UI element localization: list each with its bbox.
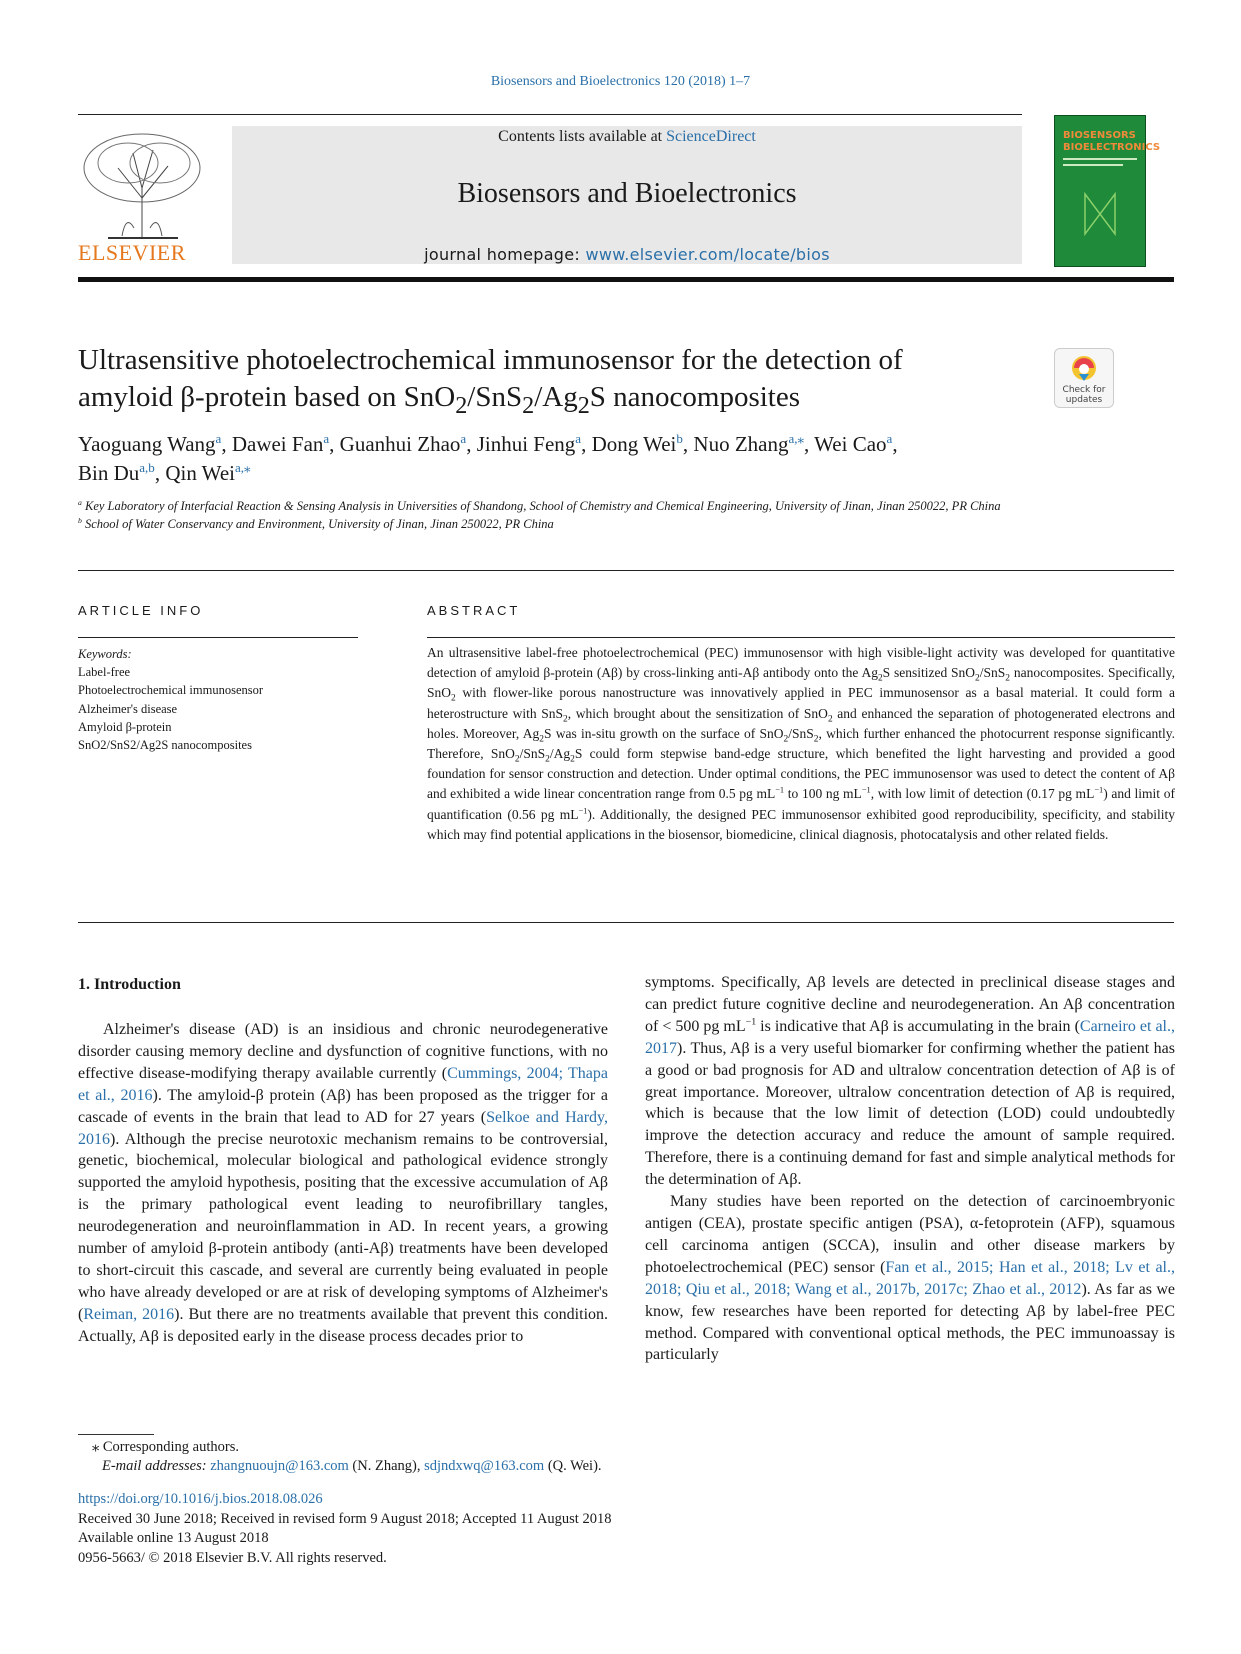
email-owner: (Q. Wei). bbox=[547, 1458, 602, 1474]
article-title: Ultrasensitive photoelectrochemical immunosensor for the detection of amyloid β-protein based on $SnO_2/SnS_2/Ag_2S$ nanocomposites bbox=[78, 344, 903, 419]
abstract-script: 2 bbox=[539, 734, 544, 745]
cover-title: BIOSENSORS BIOELECTRONICS bbox=[1063, 130, 1161, 153]
abstract-script: 2 bbox=[975, 673, 980, 684]
journal-homepage-link[interactable]: www.elsevier.com/locate/bios bbox=[585, 245, 830, 264]
intro-paragraph: symptoms. Specifically, Aβ levels are detected in preclinical disease stages and can predict future cognitive decline and neurodegeneration. An Aβ concentration of < 500 pg $mL^{-1}$ is indicative that Aβ is accumulating in the brain (Carneiro et al., 2017). Thus, Aβ is a very useful biomarker for confirming whether the patient has a good or bad prognosis for AD and ultralow concentration detection of Aβ is of great importance. Moreover, ultralow concentration detection of Aβ is required, which is because that the low limit of detection (LOD) could undoubtedly improve the detection accuracy and reduce the amount of sample required. Therefore, there is a continuing demand for fast and simple analytical methods for the determination of Aβ. bbox=[645, 974, 1175, 1189]
author-name[interactable]: Guanhui Zhao bbox=[339, 432, 461, 456]
journal-homepage-line bbox=[232, 245, 1022, 264]
title-line-1: Ultrasensitive photoelectrochemical immunosensor for the detection of bbox=[78, 344, 903, 376]
author-list: Yaoguang Wang$^a$, Dawei Fan$^a$, Guanhui Zhao$^a$, Jinhui Feng$^a$, Dong Wei$^b$, Nuo Zhang$^{a,⁎}$, Wei Cao$^a$, Bin Du$^{a,b}$, Qin Wei$^{a,⁎}$ bbox=[78, 431, 898, 485]
footnotes bbox=[78, 1438, 978, 1476]
citation-link[interactable]: Reiman, 2016 bbox=[83, 1305, 175, 1323]
author-affiliation-mark[interactable]: a,b bbox=[139, 460, 155, 475]
email-line bbox=[78, 1457, 978, 1476]
affiliation-a bbox=[78, 497, 1068, 515]
abstract-script: 2 bbox=[827, 714, 833, 725]
email-link-zhang[interactable]: zhangnuoujn@163.com bbox=[210, 1458, 349, 1474]
abstract-script: 2 bbox=[563, 714, 568, 725]
check-for-updates-label: Check for updates bbox=[1062, 385, 1106, 405]
title-part: S nanocomposites bbox=[589, 381, 801, 413]
author-affiliation-mark[interactable]: b bbox=[676, 431, 683, 446]
abstract-text: An ultrasensitive label-free photoelectrochemical (PEC) immunosensor with high visible-light activity was developed for quantitative detection of amyloid β-protein (Aβ) by cross-linking anti-Aβ antibody onto the $Ag_2S$ sensitized SnO$_2$/SnS$_2$ nanocomposites. Specifically, SnO$_2$ with flower-like porous nanostructure was innovatively applied in PEC immunosensor as a basal material. It could form a heterostructure with SnS$_2$, which brought about the sensitization of SnO$_2$ and enhanced the separation of photogenerated electrons and holes. Moreover, $Ag_2S$ was in-situ growth on the surface of SnO$_2$/SnS$_2$, which further enhanced the photocurrent response significantly. Therefore, $SnO_2/SnS_2/Ag_2S$ could form stepwise band-edge structure, which benefited the light harvesting and provided a good foundation for sensor construction and detection. Under optimal conditions, the PEC immunosensor was used to detect the content of Aβ and exhibited a wide linear concentration range from 0.5 pg $mL^{-1}$ to 100 ng $mL^{-1}$, with low limit of detection (0.17 pg $mL^{-1}$) and limit of quantification (0.56 pg $mL^{-1}$). Additionally, the designed PEC immunosensor exhibited good reproducibility, specificity, and stability which may find potential applications in the biosensor, biomedicine, clinical diagnosis, photocatalysis and other related fields. bbox=[427, 645, 1175, 842]
contents-prefix: Contents lists available at bbox=[498, 128, 667, 145]
author-name[interactable]: Yaoguang Wang bbox=[78, 432, 216, 456]
author-name[interactable]: Bin Du bbox=[78, 461, 140, 485]
journal-reference[interactable]: Biosensors and Bioelectronics 120 (2018) 1–7 bbox=[490, 74, 751, 89]
affiliations bbox=[78, 497, 1068, 533]
journal-cover-image[interactable] bbox=[1054, 115, 1161, 267]
author-affiliation-mark[interactable]: a bbox=[460, 431, 467, 446]
affiliations-bottom-rule bbox=[78, 570, 1174, 571]
author-name[interactable]: Wei Cao bbox=[814, 432, 887, 456]
abstract-script: 2 bbox=[570, 754, 575, 765]
title-part: /SnS bbox=[467, 381, 523, 413]
keyword: Label-free bbox=[78, 665, 131, 680]
sciencedirect-link[interactable]: ScienceDirect bbox=[666, 128, 756, 145]
keyword: Alzheimer's disease bbox=[78, 701, 178, 716]
affiliation-b bbox=[78, 515, 1068, 533]
citation-link[interactable]: Carneiro et al., 2017 bbox=[645, 1017, 1175, 1057]
abstract-script: −1 bbox=[1094, 785, 1104, 795]
citation-link[interactable]: Cummings, 2004; Thapa et al., 2016 bbox=[78, 1064, 608, 1104]
check-for-updates-button[interactable] bbox=[1054, 348, 1114, 408]
author-name[interactable]: Nuo Zhang bbox=[693, 432, 789, 456]
author-affiliation-mark[interactable]: a bbox=[886, 431, 893, 446]
article-info-heading: ARTICLE INFO bbox=[78, 603, 204, 618]
abstract-bottom-rule bbox=[78, 922, 1174, 923]
author-name[interactable]: Jinhui Feng bbox=[476, 432, 576, 456]
homepage-prefix: journal homepage: bbox=[424, 245, 586, 264]
keyword: Photoelectrochemical immunosensor bbox=[78, 683, 264, 698]
keyword: Amyloid β-protein bbox=[78, 719, 172, 734]
intro-paragraph: Many studies have been reported on the detection of carcinoembryonic antigen (CEA), prostate specific antigen (PSA), α-fetoprotein (AFP), squamous cell carcinoma antigen (SCCA), insulin and other disease markers by photoelectrochemical (PEC) sensor (Fan et al., 2015; Han et al., 2018; Lv et al., 2018; Qiu et al., 2018; Wang et al., 2017b, 2017c; Zhao et al., 2012). As far as we know, few researches have been reported for detecting Aβ by label-free PEC method. Compared with conventional optical methods, the PEC immunoassay is particularly bbox=[645, 1193, 1176, 1364]
intro-right-column bbox=[645, 972, 1175, 1366]
abstract-script: 2 bbox=[514, 754, 520, 765]
author-affiliation-mark[interactable]: a,⁎ bbox=[788, 431, 805, 446]
doi-link[interactable]: https://doi.org/10.1016/j.bios.2018.08.026 bbox=[78, 1491, 323, 1507]
author-affiliation-mark[interactable]: a bbox=[575, 431, 582, 446]
abstract-script: 2 bbox=[783, 734, 789, 745]
email-link-wei[interactable]: sdjndxwq@163.com bbox=[424, 1458, 545, 1474]
citation-link[interactable]: Selkoe and Hardy, 2016 bbox=[78, 1108, 609, 1148]
header-top-rule bbox=[78, 114, 1022, 115]
abstract-script: −1 bbox=[775, 785, 785, 795]
available-online: Available online 13 August 2018 bbox=[78, 1530, 269, 1546]
contents-available-line bbox=[232, 128, 1022, 146]
abstract-script: −1 bbox=[578, 806, 588, 816]
title-part: /Ag bbox=[534, 381, 578, 413]
corresponding-note: ⁎ Corresponding authors. bbox=[92, 1439, 239, 1455]
affiliation-text: School of Water Conservancy and Environment, University of Jinan, Jinan 250022, PR China bbox=[85, 517, 554, 531]
abstract-rule bbox=[427, 637, 1175, 638]
author-affiliation-mark[interactable]: a,⁎ bbox=[234, 460, 251, 475]
title-part: amyloid β-protein based on SnO bbox=[78, 381, 456, 413]
abstract-script: 2 bbox=[1005, 673, 1011, 684]
keywords-block bbox=[78, 645, 358, 754]
elsevier-wordmark: ELSEVIER bbox=[78, 240, 186, 265]
keyword: SnO2/SnS2/Ag2S nanocomposites bbox=[78, 738, 252, 753]
keywords-label: Keywords: bbox=[78, 647, 132, 661]
abstract-script: 2 bbox=[545, 754, 550, 765]
introduction-heading: 1. Introduction bbox=[78, 976, 181, 993]
author-name[interactable]: Dawei Fan bbox=[231, 432, 324, 456]
author-name[interactable]: Dong Wei bbox=[591, 432, 677, 456]
article-info-rule bbox=[78, 637, 358, 638]
abstract-script: 2 bbox=[877, 673, 883, 684]
copyright-line: 0956-5663/ © 2018 Elsevier B.V. All rights reserved. bbox=[78, 1549, 387, 1566]
author-affiliation-mark[interactable]: a bbox=[215, 431, 222, 446]
affiliation-mark: b bbox=[78, 515, 82, 525]
header-bottom-rule bbox=[78, 277, 1174, 282]
received-dates: Received 30 June 2018; Received in revised form 9 August 2018; Accepted 11 August 2018 bbox=[78, 1510, 612, 1527]
affiliation-mark: a bbox=[78, 497, 82, 507]
abstract-script: 2 bbox=[451, 694, 456, 705]
abstract-script: −1 bbox=[861, 785, 871, 795]
check-for-updates-icon bbox=[1070, 354, 1098, 382]
publication-info bbox=[78, 1490, 978, 1568]
author-affiliation-mark[interactable]: a bbox=[323, 431, 330, 446]
citation-link[interactable]: Fan et al., 2015; Han et al., 2018; Lv et al., 2018; Qiu et al., 2018; Wang et al., 2017b, 2017c; Zhao et al., 2012 bbox=[645, 1258, 1175, 1298]
intro-paragraph: Alzheimer's disease (AD) is an insidious and chronic neurodegenerative disorder causing memory decline and dysfunction of cognitive functions, with no effective disease-modifying therapy available currently (Cummings, 2004; Thapa et al., 2016). The amyloid-β protein (Aβ) has been proposed as the trigger for a cascade of events in the brain that lead to AD for 27 years (Selkoe and Hardy, 2016). Although the precise neurotoxic mechanism remains to be controversial, genetic, biochemical, molecular biological and pathological evidence strongly supported the amyloid hypothesis, positing that the excessive accumulation of Aβ is the primary pathological event leading to neurofibrillary tangles, neurodegeneration and neuroinflammation in AD. In recent years, a growing number of amyloid β-protein antibody (anti-Aβ) treatments have been developed to short-circuit this cascade, and several are currently being evaluated in people who have already developed or are at risk of developing symptoms of Alzheimer's (Reiman, 2016). But there are no treatments available that prevent this condition. Actually, Aβ is deposited early in the disease process decades prior to bbox=[78, 1021, 609, 1345]
author-name[interactable]: Qin Wei bbox=[165, 461, 235, 485]
journal-title: Biosensors and Bioelectronics bbox=[457, 178, 797, 209]
intro-left-column bbox=[78, 1019, 608, 1348]
affiliation-text: Key Laboratory of Interfacial Reaction & Sensing Analysis in Universities of Shandong, School of Chemistry and Chemical Engineering, University of Jinan, Jinan 250022, PR China bbox=[85, 499, 1001, 513]
abstract-heading: ABSTRACT bbox=[427, 603, 521, 618]
footnote-rule bbox=[78, 1434, 154, 1435]
email-label: E-mail addresses: bbox=[102, 1458, 207, 1474]
abstract-script: 2 bbox=[813, 734, 819, 745]
unit-exponent: −1 bbox=[745, 1016, 757, 1028]
email-owner: (N. Zhang), bbox=[352, 1458, 421, 1474]
